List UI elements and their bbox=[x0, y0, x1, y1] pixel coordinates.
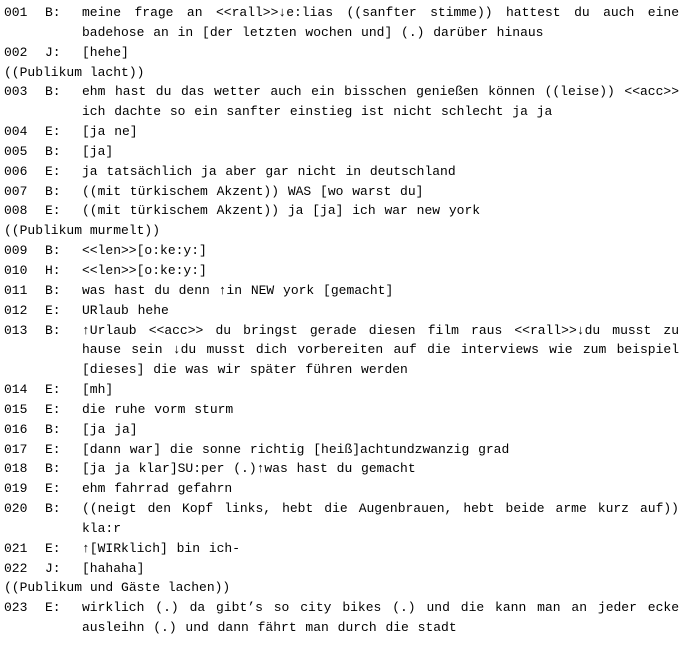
transcript-line bbox=[4, 201, 686, 221]
speaker-label: E: bbox=[45, 600, 61, 616]
transcript-line bbox=[4, 459, 686, 479]
utterance-text: die ruhe vorm sturm bbox=[82, 401, 234, 417]
utterance-text: URlaub hehe bbox=[82, 302, 169, 318]
transcript-line bbox=[4, 400, 686, 420]
utterance-text: [hahaha] bbox=[82, 560, 145, 576]
utterance-text: ja tatsächlich ja aber gar nicht in deutschland bbox=[82, 163, 456, 179]
line-number: 012 bbox=[4, 302, 28, 318]
line-number: 007 bbox=[4, 183, 28, 199]
stage-note: ((Publikum und Gäste lachen)) bbox=[4, 580, 231, 596]
stage-note: ((Publikum murmelt)) bbox=[4, 223, 161, 239]
utterance-text: [hehe] bbox=[82, 44, 129, 60]
transcript-line bbox=[4, 479, 686, 499]
utterance-text: was hast du denn ↑in NEW york [gemacht] bbox=[82, 282, 394, 298]
line-number: 003 bbox=[4, 84, 28, 100]
speaker-label: H: bbox=[45, 262, 61, 278]
line-number: 019 bbox=[4, 481, 28, 497]
utterance-text: [ja ja] bbox=[82, 421, 138, 437]
transcript-line bbox=[4, 182, 686, 202]
utterance-text: wirklich (.) da gibt’s so city bikes (.) und die kann man an jeder ecke ausleihn (.) und dann fährt man durch die stadt bbox=[82, 600, 679, 636]
utterance-text: <<len>>[o:ke:y:] bbox=[82, 262, 207, 278]
transcript-line bbox=[4, 43, 686, 63]
transcript-line bbox=[4, 420, 686, 440]
line-number: 022 bbox=[4, 560, 28, 576]
line-number: 009 bbox=[4, 243, 28, 259]
speaker-label: B: bbox=[45, 501, 61, 517]
line-number: 006 bbox=[4, 163, 28, 179]
utterance-text: [dann war] die sonne richtig [heiß]achtundzwanzig grad bbox=[82, 441, 510, 457]
line-number: 020 bbox=[4, 501, 28, 517]
speaker-label: B: bbox=[45, 143, 61, 159]
utterance-text: ((mit türkischem Akzent)) WAS [wo warst du] bbox=[82, 183, 424, 199]
transcript-line bbox=[4, 440, 686, 460]
line-number: 001 bbox=[4, 5, 28, 20]
utterance-text: [mh] bbox=[82, 382, 114, 398]
speaker-label: B: bbox=[45, 322, 61, 338]
speaker-label: E: bbox=[45, 481, 61, 497]
utterance-text: meine frage an <<rall>>↓e:lias ((sanfter stimme)) hattest du auch eine badehose an in [der letzten wochen und] (.) darüber hinaus bbox=[82, 5, 679, 40]
line-number: 008 bbox=[4, 203, 28, 219]
transcript-line bbox=[4, 3, 686, 43]
line-number: 021 bbox=[4, 540, 28, 556]
transcript-line bbox=[4, 539, 686, 559]
transcript-line bbox=[4, 559, 686, 579]
line-number: 004 bbox=[4, 124, 28, 140]
speaker-label: E: bbox=[45, 124, 61, 140]
line-number: 017 bbox=[4, 441, 28, 457]
transcript-line bbox=[4, 380, 686, 400]
transcript-line bbox=[4, 82, 686, 122]
utterance-text: ↑Urlaub <<acc>> du bringst gerade diesen film raus <<rall>>↓du musst zu hause sein ↓du musst dich vorbereiten auf die interviews wie zum beispiel [dieses] die was wir später führen werden bbox=[82, 322, 679, 378]
speaker-label: E: bbox=[45, 382, 61, 398]
utterance-text: ehm hast du das wetter auch ein bisschen genießen können ((leise)) <<acc>> ich dachte so ein sanfter einstieg ist nicht schlecht ja ja bbox=[82, 84, 679, 120]
speaker-label: B: bbox=[45, 5, 61, 20]
speaker-label: J: bbox=[45, 560, 61, 576]
line-number: 010 bbox=[4, 262, 28, 278]
utterance-text: [ja ja klar]SU:per (.)↑was hast du gemacht bbox=[82, 461, 416, 477]
speaker-label: E: bbox=[45, 540, 61, 556]
line-number: 014 bbox=[4, 382, 28, 398]
stage-note: ((Publikum lacht)) bbox=[4, 64, 145, 80]
transcript-line bbox=[4, 261, 686, 281]
line-number: 016 bbox=[4, 421, 28, 437]
transcript-line bbox=[4, 301, 686, 321]
utterance-text: ((mit türkischem Akzent)) ja [ja] ich war new york bbox=[82, 203, 481, 219]
line-number: 005 bbox=[4, 143, 28, 159]
line-number: 023 bbox=[4, 600, 28, 616]
transcript-line bbox=[4, 142, 686, 162]
speaker-label: E: bbox=[45, 163, 61, 179]
transcript-line bbox=[4, 281, 686, 301]
utterance-text: [ja ne] bbox=[82, 124, 138, 140]
transcript-line bbox=[4, 499, 686, 539]
transcript-line bbox=[4, 321, 686, 381]
speaker-label: B: bbox=[45, 183, 61, 199]
utterance-text: ehm fahrrad gefahrn bbox=[82, 481, 233, 497]
utterance-text: [ja] bbox=[82, 143, 114, 159]
transcript-line bbox=[4, 241, 686, 261]
speaker-label: E: bbox=[45, 203, 61, 219]
speaker-label: B: bbox=[45, 421, 61, 437]
speaker-label: E: bbox=[45, 302, 61, 318]
speaker-label: E: bbox=[45, 441, 61, 457]
transcript-line bbox=[4, 162, 686, 182]
speaker-label: B: bbox=[45, 84, 61, 100]
speaker-label: B: bbox=[45, 282, 61, 298]
speaker-label: E: bbox=[45, 401, 61, 417]
utterance-text: ((neigt den Kopf links, hebt die Augenbrauen, hebt beide arme kurz auf)) kla:r bbox=[82, 501, 679, 536]
transcript-line bbox=[4, 598, 686, 638]
line-number: 015 bbox=[4, 401, 28, 417]
utterance-text: <<len>>[o:ke:y:] bbox=[82, 243, 207, 259]
line-number: 002 bbox=[4, 44, 28, 60]
line-number: 018 bbox=[4, 461, 28, 477]
line-number: 011 bbox=[4, 282, 28, 298]
speaker-label: J: bbox=[45, 44, 61, 60]
speaker-label: B: bbox=[45, 461, 61, 477]
transcript-line bbox=[4, 122, 686, 142]
utterance-text: ↑[WIRklich] bin ich- bbox=[82, 540, 241, 556]
line-number: 013 bbox=[4, 322, 28, 338]
speaker-label: B: bbox=[45, 243, 61, 259]
